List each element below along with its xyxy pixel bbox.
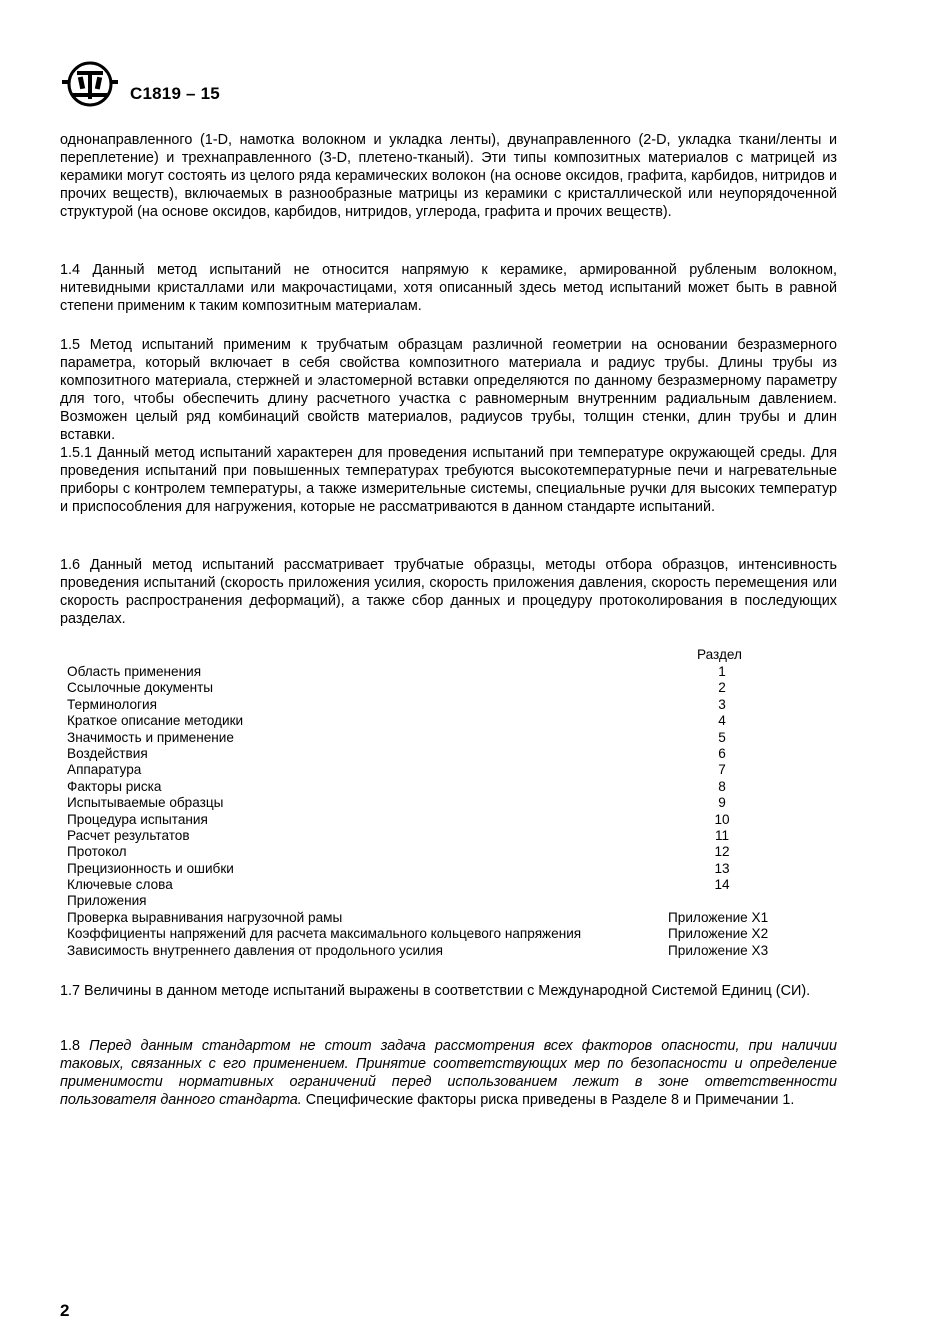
toc-row <box>67 746 827 762</box>
document-designation: C1819 – 15 <box>130 84 220 103</box>
paragraph-text <box>60 1037 837 1109</box>
toc-row-label: Коэффициенты напряжений для расчета максимального кольцевого напряжения <box>67 926 582 942</box>
paragraph-number: 1.8 <box>60 1038 90 1054</box>
toc-row-section: 12 <box>714 844 730 860</box>
toc-row <box>67 664 827 680</box>
toc-row-section: 10 <box>714 811 730 827</box>
toc-row-label: Значимость и применение <box>67 729 234 745</box>
toc-row-section: 9 <box>718 795 726 811</box>
toc-row-section: Приложение X1 <box>668 909 769 925</box>
paragraph-text: 1.7 Величины в данном методе испытаний выражены в соответствии с Международной Системой Единиц (СИ). <box>60 983 811 999</box>
paragraph-1-8 <box>60 1037 837 1109</box>
toc-row <box>67 795 827 811</box>
toc-row-label: Факторы риска <box>67 778 162 794</box>
toc-row-label: Терминология <box>67 696 157 712</box>
toc-row-label: Приложения <box>67 893 147 909</box>
toc-row <box>67 943 827 959</box>
toc-row <box>67 812 827 828</box>
toc-row-section: 6 <box>718 745 726 761</box>
paragraph-text: однонаправленного (1-D, намотка волокном и укладка ленты), двунаправленного (2-D, укладка ткани/ленты и переплетение) и трехнаправленного (3-D, плетено-тканый). Эти типы композитных материалов с матрицей из керамики могут состоять из целого ряда керамических волокон (на основе оксидов, графита, карбидов, нитридов и прочих веществ), включаемых в разнообразные матрицы из керамики с кристаллической или неупорядоченной структурой (на основе оксидов, карбидов, нитридов, углерода, графита и прочих веществ). <box>60 132 837 220</box>
paragraph-1-4 <box>60 261 837 315</box>
paragraph-text: 1.5 Метод испытаний применим к трубчатым образцам различной геометрии на основании безразмерного параметра, который включает в себя свойства композитного материала и радиус трубы. Длины трубы из композитного материала, стержней и эластомерной вставки определяются по данному безразмерному параметру для того, чтобы обеспечить длину расчетного участка с равномерным внутренним радиальным давлением. Возможен целый ряд комбинаций свойств материалов, радиусов трубы, толщин стенки, длин трубы и длин вставки. <box>60 337 837 443</box>
page-number: 2 <box>60 1301 70 1320</box>
toc-row-section: 2 <box>718 680 726 696</box>
toc-row <box>67 697 827 713</box>
paragraph-continuation <box>60 131 837 221</box>
toc-row <box>67 680 827 696</box>
toc-row-label: Область применения <box>67 664 202 679</box>
toc-row-label: Проверка выравнивания нагрузочной рамы <box>67 909 343 925</box>
toc-row-label: Процедура испытания <box>67 811 208 827</box>
toc-row <box>67 713 827 729</box>
astm-logo-icon <box>60 60 120 108</box>
toc-row <box>67 844 827 860</box>
toc-row <box>67 877 827 893</box>
toc-row <box>67 762 827 778</box>
italic-text: Перед данным стандартом не стоит задача рассмотрения всех факторов опасности, при наличии таковых, связанных с его применением. Принятие соответствующих мер по безопасности и определение применимости нормативных ограничений перед использованием лежит в зоне ответственности пользователя данного стандарта. <box>60 1038 837 1108</box>
toc-row-label: Аппаратура <box>67 762 142 778</box>
toc-row-label: Зависимость внутреннего давления от продольного усилия <box>67 942 443 958</box>
toc-column-header: Раздел <box>697 647 742 662</box>
toc-row-label: Протокол <box>67 844 127 860</box>
paragraph-1-6 <box>60 556 837 628</box>
toc-row-label: Расчет результатов <box>67 827 190 843</box>
paragraph-1-5-1: 1.5.1 Данный метод испытаний характерен для проведения испытаний при температуре окружающей среды. Для проведения испытаний при повышенных температурах требуются высокотемпературные печи и нагревательные приборы с контролем температуры, а также измерительные системы, специальные ручки для высоких температур и приспособления для нагружения, которые не рассматриваются в данном стандарте испытаний. <box>60 445 837 515</box>
toc-row-label: Ссылочные документы <box>67 680 214 696</box>
toc-row <box>67 861 827 877</box>
toc-row-section: 1 <box>718 664 726 679</box>
toc-row-label: Испытываемые образцы <box>67 795 224 811</box>
toc-row <box>67 779 827 795</box>
toc-row-section: Приложение X3 <box>668 942 769 958</box>
paragraph-text: 1.4 Данный метод испытаний не относится напрямую к керамике, армированной рубленым волокном, нитевидными кристаллами или макрочастицами, хотя описанный здесь метод испытаний может быть в равной степени применим к таким композитным материалам. <box>60 262 837 314</box>
toc-row <box>67 893 827 909</box>
table-of-contents <box>67 647 827 959</box>
toc-row-section: Приложение X2 <box>668 926 769 942</box>
toc-row-section: 7 <box>718 762 726 778</box>
toc-row-section: 8 <box>718 778 726 794</box>
toc-row <box>67 828 827 844</box>
paragraph-text: 1.6 Данный метод испытаний рассматривает трубчатые образцы, методы отбора образцов, интенсивность проведения испытаний (скорость приложения усилия, скорость приложения давления, скорость перемещения или скорость распространения деформаций), а также сбор данных и процедуру протоколирования в последующих разделах. <box>60 557 837 627</box>
toc-rows <box>67 664 827 959</box>
toc-row-label: Прецизионность и ошибки <box>67 860 234 876</box>
toc-row-section: 5 <box>718 729 726 745</box>
paragraph-1-7 <box>60 982 837 1000</box>
toc-row-section: 4 <box>718 713 726 729</box>
toc-row-label: Воздействия <box>67 745 148 761</box>
toc-row-section: 3 <box>718 696 726 712</box>
toc-row-label: Ключевые слова <box>67 877 173 893</box>
toc-row-label: Краткое описание методики <box>67 713 244 729</box>
toc-row-section: 14 <box>714 877 730 893</box>
toc-row-section: 13 <box>714 860 730 876</box>
paragraph-tail: Специфические факторы риска приведены в Разделе 8 и Примечании 1. <box>301 1092 795 1108</box>
toc-row <box>67 926 827 942</box>
paragraph-1-5 <box>60 336 837 516</box>
toc-row <box>67 910 827 926</box>
toc-row <box>67 730 827 746</box>
toc-header <box>67 647 827 664</box>
toc-row-section: 11 <box>714 827 730 843</box>
